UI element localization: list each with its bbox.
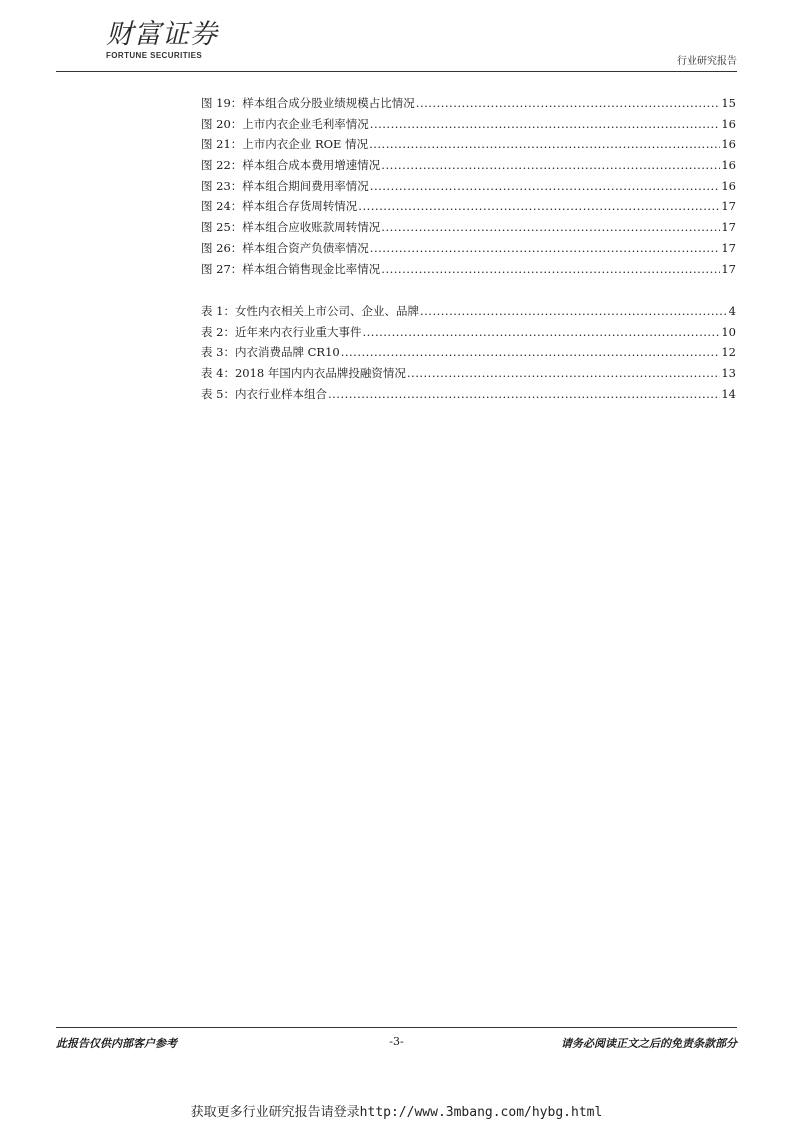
toc-entry-page: 16 — [721, 116, 736, 131]
toc-dot-leader — [328, 387, 720, 401]
toc-entry-page: 13 — [721, 366, 736, 381]
toc-entry-page: 17 — [721, 240, 736, 255]
toc-entry[interactable] — [201, 116, 736, 137]
toc-entry-label: 表 5：内衣行业样本组合 — [201, 386, 327, 401]
toc-entry-label: 图 24：样本组合存货周转情况 — [201, 199, 358, 214]
toc-entry-page: 15 — [721, 96, 736, 110]
toc-dot-leader — [341, 345, 721, 359]
toc-dot-leader — [362, 325, 720, 339]
toc-entry[interactable] — [201, 240, 736, 261]
toc-dot-leader — [381, 158, 720, 172]
toc-dot-leader — [370, 117, 721, 131]
toc-entry-label: 图 21：上市内衣企业 ROE 情况 — [201, 137, 369, 152]
toc-entry-label: 图 26：样本组合资产负债率情况 — [201, 240, 369, 255]
toc-entry[interactable] — [201, 344, 736, 365]
footer-divider — [56, 1027, 737, 1028]
toc-entry[interactable] — [201, 157, 736, 178]
page-number: -3- — [389, 1035, 404, 1048]
toc-entry-label: 图 22：样本组合成本费用增速情况 — [201, 158, 381, 173]
footer-disclaimer-right: 请务必阅读正文之后的免责条款部分 — [561, 1037, 737, 1050]
toc-entry-page: 16 — [721, 137, 736, 152]
toc-entry[interactable] — [201, 219, 736, 240]
toc-entry-page: 12 — [721, 345, 736, 360]
footer-disclaimer-left: 此报告仅供内部客户参考 — [56, 1037, 177, 1050]
figure-index-list — [201, 95, 736, 281]
toc-dot-leader — [381, 220, 720, 234]
toc-entry-label: 图 27：样本组合销售现金比率情况 — [201, 261, 381, 276]
header-divider — [56, 71, 737, 72]
toc-dot-leader — [370, 241, 721, 255]
toc-entry-label: 图 19：样本组合成分股业绩规模占比情况 — [201, 96, 415, 110]
toc-entry[interactable] — [201, 136, 736, 157]
toc-dot-leader — [370, 179, 721, 193]
toc-entry-page: 17 — [721, 220, 736, 235]
toc-entry-label: 图 20：上市内衣企业毛利率情况 — [201, 116, 369, 131]
toc-entry-page: 17 — [721, 261, 736, 276]
toc-entry-label: 图 23：样本组合期间费用率情况 — [201, 178, 369, 193]
toc-entry-page: 16 — [721, 158, 736, 173]
toc-dot-leader — [381, 262, 720, 276]
company-logo — [106, 20, 218, 60]
toc-entry-page: 4 — [728, 304, 736, 318]
logo-chinese-name: 财富证券 — [106, 19, 218, 50]
toc-entry-label: 表 4：2018 年国内内衣品牌投融资情况 — [201, 366, 406, 381]
toc-entry-page: 14 — [721, 386, 736, 401]
toc-dot-leader — [369, 137, 720, 151]
toc-entry-label: 表 3：内衣消费品牌 CR10 — [201, 345, 340, 360]
toc-entry[interactable] — [201, 386, 736, 407]
promo-link-text[interactable]: 获取更多行业研究报告请登录http://www.3mbang.com/hybg.html — [190, 1105, 603, 1120]
toc-dot-leader — [416, 96, 721, 110]
toc-entry-page: 10 — [721, 324, 736, 339]
toc-entry-page: 17 — [721, 199, 736, 214]
toc-entry[interactable] — [201, 198, 736, 219]
toc-entry[interactable] — [201, 324, 736, 345]
toc-entry[interactable] — [201, 178, 736, 199]
toc-entry[interactable] — [201, 95, 736, 116]
toc-entry-label: 表 2：近年来内衣行业重大事件 — [201, 324, 362, 339]
toc-dot-leader — [407, 366, 720, 380]
toc-entry[interactable] — [201, 365, 736, 386]
report-type-label: 行业研究报告 — [677, 56, 737, 67]
toc-entry-label: 表 1：女性内衣相关上市公司、企业、品牌 — [201, 304, 419, 318]
toc-entry-page: 16 — [721, 178, 736, 193]
table-index-list — [201, 303, 736, 406]
toc-entry-label: 图 25：样本组合应收账款周转情况 — [201, 220, 381, 235]
logo-english-name: FORTUNE SECURITIES — [106, 51, 203, 60]
toc-dot-leader — [358, 199, 720, 213]
toc-entry[interactable] — [201, 261, 736, 282]
toc-entry[interactable] — [201, 303, 736, 324]
toc-dot-leader — [420, 304, 728, 318]
